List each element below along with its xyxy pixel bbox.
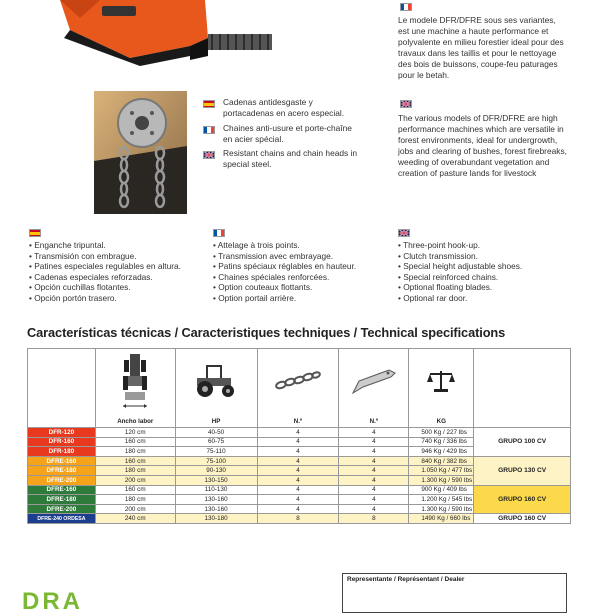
- feature-item: • Special height adjustable shoes.: [398, 261, 522, 272]
- feature-item: • Optional floating blades.: [398, 282, 522, 293]
- chains-es: Cadenas antidesgaste y portacadenas en acero especial.: [223, 97, 345, 118]
- tractor-top-view-icon: [95, 349, 175, 416]
- spec-weight-cell: 840 Kg / 382 lbs: [409, 456, 474, 466]
- header-blank: [474, 349, 571, 416]
- spec-width-cell: 180 cm: [95, 495, 175, 505]
- table-row: [28, 428, 571, 438]
- header-blank: [28, 349, 96, 416]
- feature-item: • Patins spéciaux réglables en hauteur.: [213, 261, 356, 272]
- spec-model-cell: DFRE-180: [28, 466, 96, 476]
- spec-blades-cell: 8: [339, 514, 409, 524]
- spec-group-cell: GRUPO 100 CV: [474, 428, 571, 457]
- chains-en: Resistant chains and chain heads in special steel.: [223, 148, 358, 169]
- french-flag-icon: [400, 3, 412, 11]
- spec-hp-cell: 40-50: [175, 428, 257, 438]
- spec-weight-cell: 900 Kg / 409 lbs: [409, 485, 474, 495]
- spec-model-cell: DFRE-240 ORDESA: [28, 514, 96, 524]
- table-row: [28, 514, 571, 524]
- spec-width-cell: 120 cm: [95, 428, 175, 438]
- spec-chains-cell: 4: [257, 495, 339, 505]
- spec-blades-cell: 4: [339, 447, 409, 457]
- dealer-label: Representante / Représentant / Dealer: [347, 576, 465, 583]
- description-en: The various models of DFR/DFRE are high performance machines which are versatile in forest environments, ideal for undergrowth, jobs and clearing of bushes, forest firebreaks, weeding of overabundant vegetation and creation of pasture lands for livestock: [398, 113, 567, 178]
- spec-chains-cell: 4: [257, 428, 339, 438]
- spec-weight-cell: 946 Kg / 429 lbs: [409, 447, 474, 457]
- spec-blades-cell: 4: [339, 504, 409, 514]
- spec-model-cell: DFR-160: [28, 437, 96, 447]
- header-blank: [28, 416, 96, 428]
- spec-chains-cell: 4: [257, 437, 339, 447]
- spec-blades-cell: 4: [339, 437, 409, 447]
- spec-blades-cell: 4: [339, 485, 409, 495]
- spec-group-cell: GRUPO 160 CV: [474, 485, 571, 514]
- spec-hp-cell: 60-75: [175, 437, 257, 447]
- feature-item: • Attelage à trois points.: [213, 240, 356, 251]
- table-row: [28, 485, 571, 495]
- feature-item: • Transmisión con embrague.: [29, 251, 181, 262]
- spec-blades-cell: 4: [339, 466, 409, 476]
- spec-model-cell: DFRE-160: [28, 485, 96, 495]
- feature-item: • Three-point hook-up.: [398, 240, 522, 251]
- spec-blades-cell: 4: [339, 475, 409, 485]
- feature-item: • Opción portón trasero.: [29, 293, 181, 304]
- features-es-list: [29, 240, 181, 304]
- chains-fr: Chaines anti-usure et porte-chaîne en acier spécial.: [223, 123, 352, 144]
- spec-hp-cell: 130-160: [175, 495, 257, 505]
- spec-width-cell: 180 cm: [95, 466, 175, 476]
- spec-hp-cell: 75-100: [175, 456, 257, 466]
- features-fr-list: [213, 240, 356, 304]
- col-header-chains: N.º: [257, 416, 339, 428]
- french-flag-icon: [213, 229, 225, 237]
- spec-chains-cell: 4: [257, 475, 339, 485]
- spec-weight-cell: 740 Kg / 336 lbs: [409, 437, 474, 447]
- brand-logo: DRA: [22, 588, 83, 615]
- feature-item: • Option portail arrière.: [213, 293, 356, 304]
- uk-flag-icon: [400, 100, 412, 108]
- spec-width-cell: 160 cm: [95, 437, 175, 447]
- spec-table: [27, 348, 571, 524]
- spec-weight-cell: 1.050 Kg / 477 lbs: [409, 466, 474, 476]
- spec-blades-cell: 4: [339, 456, 409, 466]
- spec-model-cell: DFRE-160: [28, 456, 96, 466]
- spec-weight-cell: 1.300 Kg / 590 lbs: [409, 504, 474, 514]
- french-flag-icon: [203, 126, 215, 134]
- spec-weight-cell: 1490 Kg / 660 lbs: [409, 514, 474, 524]
- feature-item: • Option couteaux flottants.: [213, 282, 356, 293]
- feature-item: • Transmission avec embrayage.: [213, 251, 356, 262]
- spec-chains-cell: 4: [257, 466, 339, 476]
- tractor-side-icon: [175, 349, 257, 416]
- spec-width-cell: 180 cm: [95, 447, 175, 457]
- spec-blades-cell: 4: [339, 428, 409, 438]
- description-fr: Le modele DFR/DFRE sous ses variantes, est une machine a haute performance et polyvalente en milieu forestier ideal pour des travaux dans les taillis et pour le nettoyage des bois de buissons, coupe-feu paturages pour le betah.: [398, 15, 564, 80]
- spanish-flag-icon: [203, 100, 215, 108]
- spec-hp-cell: 110-130: [175, 485, 257, 495]
- spec-model-cell: DFRE-180: [28, 495, 96, 505]
- spec-weight-cell: 500 Kg / 227 lbs: [409, 428, 474, 438]
- spec-width-cell: 160 cm: [95, 485, 175, 495]
- spec-chains-cell: 4: [257, 456, 339, 466]
- spec-group-cell: GRUPO 130 CV: [474, 456, 571, 485]
- uk-flag-icon: [398, 229, 410, 237]
- feature-item: • Cadenas especiales reforzadas.: [29, 272, 181, 283]
- col-header-width: Ancho labor: [95, 416, 175, 428]
- spec-model-cell: DFRE-200: [28, 504, 96, 514]
- uk-flag-icon: [203, 151, 215, 159]
- spec-model-cell: DFR-120: [28, 428, 96, 438]
- spec-width-cell: 200 cm: [95, 475, 175, 485]
- col-header-group: [474, 416, 571, 428]
- spec-width-cell: 160 cm: [95, 456, 175, 466]
- spec-hp-cell: 130-180: [175, 514, 257, 524]
- spec-chains-cell: 4: [257, 447, 339, 457]
- feature-item: • Clutch transmission.: [398, 251, 522, 262]
- feature-item: • Enganche tripuntal.: [29, 240, 181, 251]
- spec-model-cell: DFRE-200: [28, 475, 96, 485]
- spec-weight-cell: 1.200 Kg / 545 lbs: [409, 495, 474, 505]
- spec-chains-cell: 4: [257, 485, 339, 495]
- spec-hp-cell: 130-160: [175, 504, 257, 514]
- feature-item: • Special reinforced chains.: [398, 272, 522, 283]
- feature-item: • Chaines spéciales renforcées.: [213, 272, 356, 283]
- chain-photo: [94, 91, 187, 214]
- col-header-blades: N.º: [339, 416, 409, 428]
- spec-hp-cell: 130-150: [175, 475, 257, 485]
- feature-item: • Opción cuchillas flotantes.: [29, 282, 181, 293]
- spec-blades-cell: 4: [339, 495, 409, 505]
- col-header-weight: KG: [409, 416, 474, 428]
- feature-item: • Optional rar door.: [398, 293, 522, 304]
- dealer-box: [342, 573, 567, 613]
- spec-width-cell: 240 cm: [95, 514, 175, 524]
- blade-icon: [339, 349, 409, 416]
- features-en-list: [398, 240, 522, 304]
- mulcher-machine-image: [40, 0, 272, 68]
- spec-model-cell: DFR-180: [28, 447, 96, 457]
- spec-title: Características técnicas / Caracteristiques techniques / Technical specifications: [27, 325, 506, 340]
- spec-chains-cell: 4: [257, 504, 339, 514]
- col-header-hp: HP: [175, 416, 257, 428]
- feature-item: • Patines especiales regulables en altura.: [29, 261, 181, 272]
- spec-width-cell: 200 cm: [95, 504, 175, 514]
- spec-weight-cell: 1.300 Kg / 590 lbs: [409, 475, 474, 485]
- chain-icon: [257, 349, 339, 416]
- spec-chains-cell: 8: [257, 514, 339, 524]
- scale-icon: [409, 349, 474, 416]
- spanish-flag-icon: [29, 229, 41, 237]
- table-row: [28, 456, 571, 466]
- spec-group-cell: GRUPO 160 CV: [474, 514, 571, 524]
- spec-hp-cell: 75-110: [175, 447, 257, 457]
- spec-hp-cell: 90-130: [175, 466, 257, 476]
